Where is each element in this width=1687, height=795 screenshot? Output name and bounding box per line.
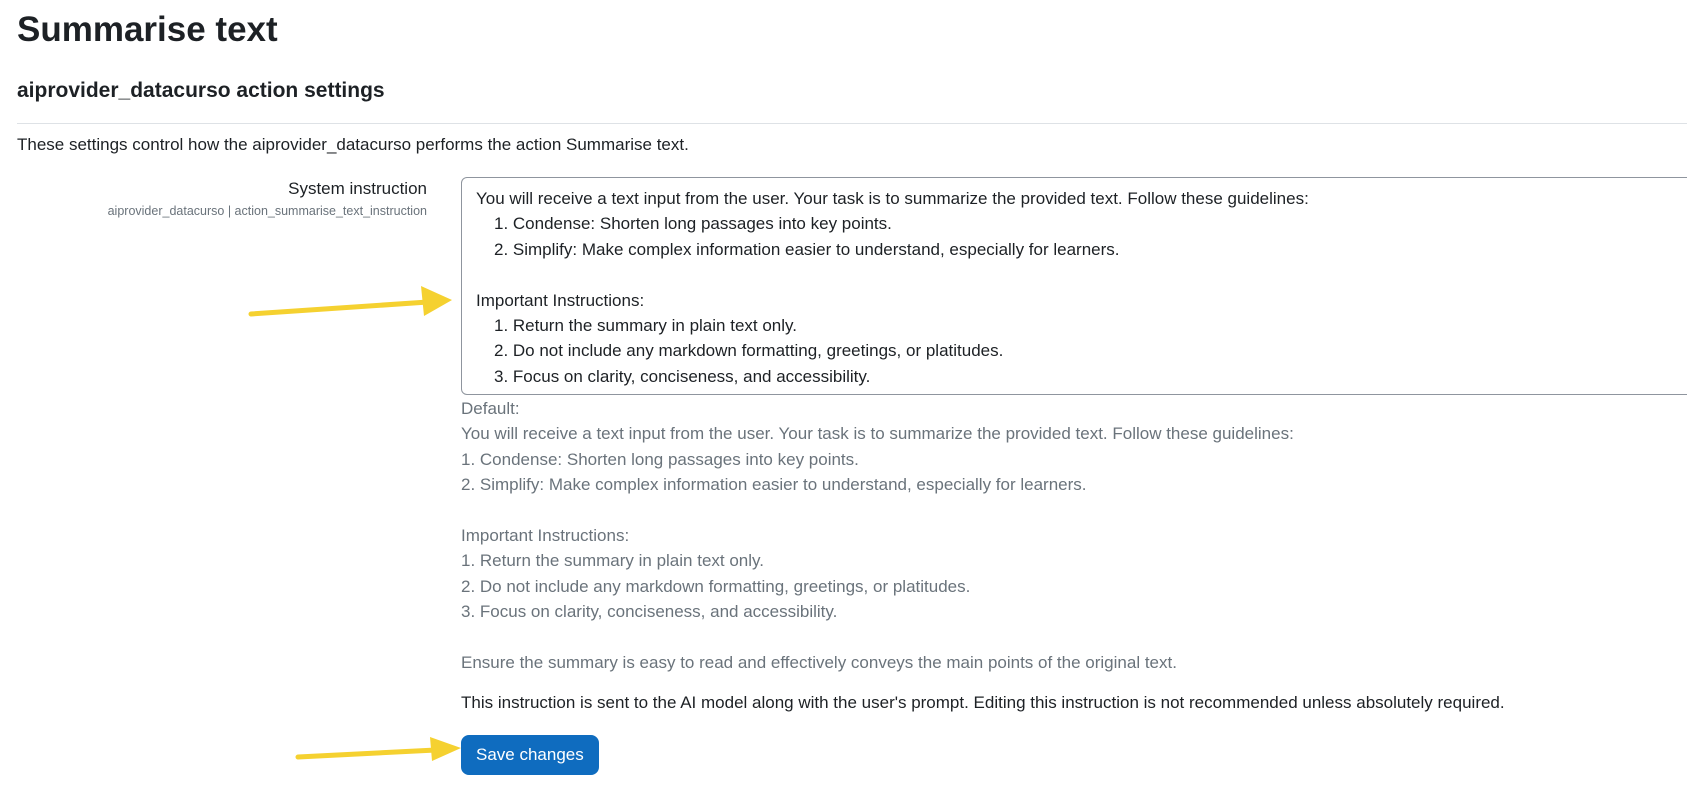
default-line: 1. Return the summary in plain text only.	[461, 551, 764, 571]
textarea-line: You will receive a text input from the user. Your task is to summarize the provided text. Follow these guidelines:	[476, 189, 1309, 208]
textarea-line: 2. Simplify: Make complex information easier to understand, especially for learners.	[494, 239, 1120, 259]
page-title: Summarise text	[17, 10, 278, 49]
default-line: 2. Do not include any markdown formatting, greetings, or platitudes.	[461, 576, 971, 596]
default-label: Default:	[461, 399, 520, 418]
system-instruction-label: System instruction	[288, 179, 427, 198]
textarea-line: 1. Condense: Shorten long passages into key points.	[494, 214, 892, 234]
default-line: Ensure the summary is easy to read and effectively conveys the main points of the original text.	[461, 652, 1177, 672]
textarea-line: 3. Focus on clarity, conciseness, and accessibility.	[494, 366, 871, 386]
default-line: You will receive a text input from the user. Your task is to summarize the provided text. Follow these guidelines:	[461, 424, 1294, 444]
setting-label-column	[17, 178, 427, 220]
section-intro: These settings control how the aiprovider_datacurso performs the action Summarise text.	[17, 135, 689, 154]
section-divider	[17, 123, 1687, 124]
annotation-arrow-textarea	[251, 286, 452, 316]
default-line: 2. Simplify: Make complex information easier to understand, especially for learners.	[461, 475, 1087, 495]
default-line	[461, 498, 1294, 523]
textarea-line: 1. Return the summary in plain text only.	[494, 315, 797, 335]
annotation-arrow-save	[298, 737, 461, 761]
default-line: 3. Focus on clarity, conciseness, and accessibility.	[461, 602, 838, 622]
textarea-line	[476, 262, 1687, 287]
textarea-line: Important Instructions:	[476, 290, 645, 310]
default-line: Important Instructions:	[461, 525, 630, 545]
section-title: aiprovider_datacurso action settings	[17, 79, 385, 102]
default-line	[461, 625, 1294, 650]
setting-description: This instruction is sent to the AI model along with the user's prompt. Editing this instruction is not recommended unless absolutely required.	[461, 693, 1505, 712]
setting-key: aiprovider_datacurso | action_summarise_text_instruction	[107, 204, 427, 218]
default-value	[461, 396, 1294, 675]
textarea-line: 2. Do not include any markdown formatting, greetings, or platitudes.	[494, 341, 1004, 361]
default-line: 1. Condense: Shorten long passages into key points.	[461, 449, 859, 469]
save-changes-button[interactable]: Save changes	[461, 735, 599, 775]
system-instruction-textarea[interactable]	[461, 177, 1687, 395]
